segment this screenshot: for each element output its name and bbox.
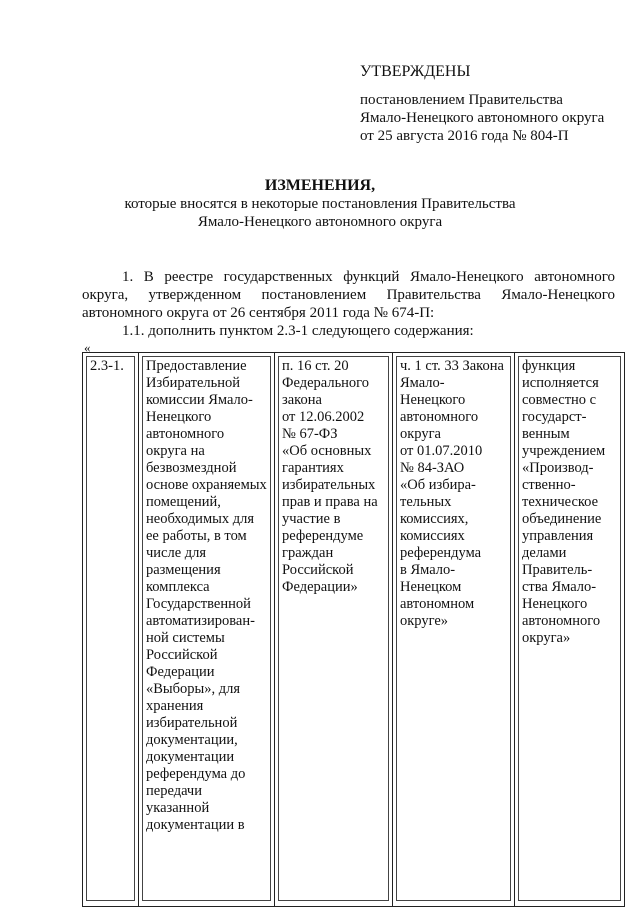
table-cell-line: п. 16 ст. 20 (282, 358, 349, 374)
table-cell-line: безвозмездной (146, 460, 237, 476)
register-table (82, 352, 625, 907)
table-cell-number (83, 353, 139, 907)
table-cell-line: автономного (522, 613, 601, 629)
table-cell-line: комиссии Ямало- (146, 392, 253, 408)
approved-by-line: постановлением Правительства (360, 92, 563, 108)
table-cell-note (515, 353, 625, 907)
table-cell-line: размещения (146, 562, 221, 578)
table-cell-line: исполняется (522, 375, 599, 391)
table-cell-line: Российской (146, 647, 218, 663)
table-cell-line: граждан (282, 545, 334, 561)
item-1-1: 1.1. дополнить пунктом 2.3-1 следующего содержания: (122, 323, 474, 339)
table-cell-line: передачи (146, 783, 202, 799)
table-cell-line: автономном (400, 596, 475, 612)
table-cell-line: в Ямало- (400, 562, 456, 578)
table-cell-line: ее работы, в том (146, 528, 247, 544)
table-cell-line: участие в (282, 511, 341, 527)
table-cell-line: функция (522, 358, 576, 374)
table-cell-line: объединение (522, 511, 602, 527)
table-cell-regional-basis (393, 353, 515, 907)
table-cell-line: «Об избира- (400, 477, 476, 493)
table-cell-line: № 84-ЗАО (400, 460, 465, 476)
table-cell-line: Ненецком (400, 579, 462, 595)
table-cell-line: от 01.07.2010 (400, 443, 483, 459)
table-cell-line: «Производ- (522, 460, 594, 476)
table-cell-line: 2.3-1. (90, 358, 124, 374)
paragraph-1 (82, 268, 615, 322)
table-cell-line: государст- (522, 409, 587, 425)
table-cell-line: комплекса (146, 579, 210, 595)
table-cell-line: управления (522, 528, 594, 544)
approved-by-block (360, 91, 630, 145)
table-cell-line: Российской (282, 562, 354, 578)
paragraph-line: округа, утвержденном постановлением Правительства Ямало-Ненецкого (82, 287, 615, 303)
table-cell-line: «Выборы», для (146, 681, 241, 697)
table-cell-line: референдуме (282, 528, 364, 544)
table-cell-line: помещений, (146, 494, 221, 510)
table-cell-line: Ненецкого (400, 392, 466, 408)
table-cell-line: избирательной (146, 715, 238, 731)
table-cell-line: венным (522, 426, 570, 442)
table-cell-line: документации (146, 749, 235, 765)
subtitle-line: которые вносятся в некоторые постановления Правительства (124, 196, 516, 212)
table-cell-line: Правитель- (522, 562, 593, 578)
table-cell-line: Государственной (146, 596, 251, 612)
approved-label: УТВЕРЖДЕНЫ (360, 63, 471, 80)
table-cell-line: закона (282, 392, 322, 408)
table-cell-line: избирательных (282, 477, 376, 493)
table-cell-line: Предоставление (146, 358, 247, 374)
table-cell-line: гарантиях (282, 460, 344, 476)
table-cell-line: округа» (522, 630, 571, 646)
table-cell-line: комиссиях (400, 528, 465, 544)
table-cell-line: необходимых для (146, 511, 255, 527)
table-cell-line: делами (522, 545, 567, 561)
table-cell-line: совместно с (522, 392, 597, 408)
table-cell-line: автономного (400, 409, 479, 425)
table-cell-line: округа (400, 426, 441, 442)
table-cell-line: тельных (400, 494, 452, 510)
table-cell-function (139, 353, 275, 907)
table-cell-line: прав и права на (282, 494, 378, 510)
table-cell-line: ч. 1 ст. 33 Закона (400, 358, 504, 374)
table-cell-line: № 67-ФЗ (282, 426, 338, 442)
table-cell-line: документации, (146, 732, 238, 748)
table-cell-line: Ямало- (400, 375, 445, 391)
approved-by-line: Ямало-Ненецкого автономного округа (360, 110, 605, 126)
table-cell-line: Федерации» (282, 579, 358, 595)
table-cell-line: Ненецкого (146, 409, 212, 425)
table-cell-line: Ненецкого (522, 596, 588, 612)
table-cell-line: от 12.06.2002 (282, 409, 365, 425)
table-cell-line: «Об основных (282, 443, 372, 459)
table-cell-line: округа на (146, 443, 205, 459)
table-cell-line: учреждением (522, 443, 606, 459)
table-cell-line: Избирательной (146, 375, 241, 391)
paragraph-line: автономного округа от 26 сентября 2011 года № 674-П: (82, 305, 435, 321)
document-subtitle (0, 195, 640, 231)
table-cell-line: указанной (146, 800, 210, 816)
table-cell-line: ной системы (146, 630, 225, 646)
table-cell-line: ственно- (522, 477, 576, 493)
table-cell-federal-basis (275, 353, 393, 907)
table-cell-line: округе» (400, 613, 449, 629)
table-cell-line: документации в (146, 817, 245, 833)
table-cell-line: Федерации (146, 664, 215, 680)
table-cell-line: референдума (400, 545, 482, 561)
table-cell-line: Федерального (282, 375, 370, 391)
paragraph-line: 1. В реестре государственных функций Ямало-Ненецкого автономного (122, 269, 615, 285)
table-cell-line: комиссиях, (400, 511, 469, 527)
table-cell-line: автоматизирован- (146, 613, 255, 629)
table-cell-line: числе для (146, 545, 207, 561)
subtitle-line: Ямало-Ненецкого автономного округа (197, 214, 443, 230)
approved-by-line: от 25 августа 2016 года № 804-П (360, 128, 569, 144)
table-cell-line: техническое (522, 494, 599, 510)
table-cell-line: хранения (146, 698, 204, 714)
table-cell-line: автономного (146, 426, 225, 442)
open-quote: « (84, 340, 91, 355)
table-cell-line: основе охраняемых (146, 477, 267, 493)
document-title: ИЗМЕНЕНИЯ, (264, 177, 376, 194)
table-row (83, 353, 625, 907)
table-cell-line: референдума до (146, 766, 246, 782)
table-cell-line: ства Ямало- (522, 579, 597, 595)
